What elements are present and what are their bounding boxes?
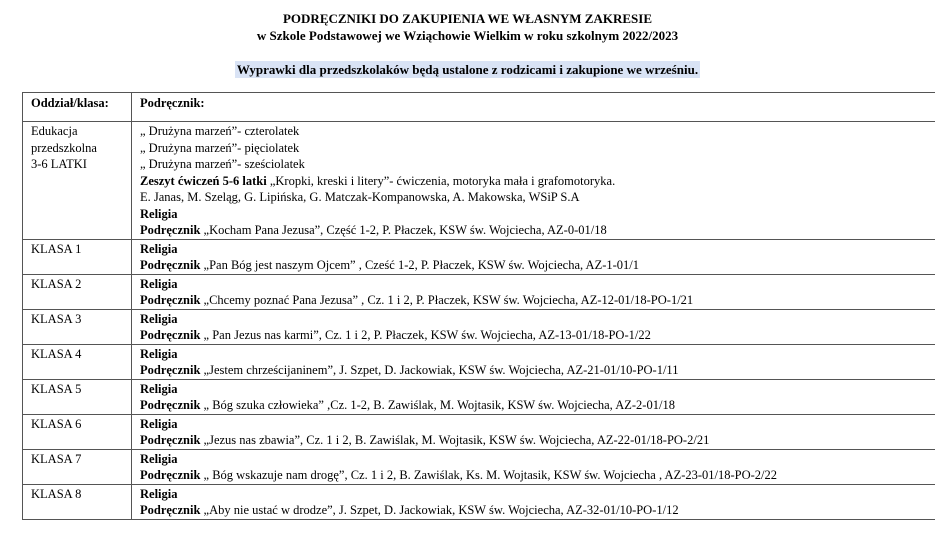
document-subtitle: w Szkole Podstawowej we Wziąchowie Wielkim w roku szkolnym 2022/2023 xyxy=(256,28,679,43)
class-cell-preschool xyxy=(23,122,132,240)
textbook-label: Podręcznik xyxy=(140,433,201,447)
textbook-details: „Pan Bóg jest naszym Ojcem” , Cześć 1-2, P. Płaczek, KSW św. Wojciecha, AZ-1-01/1 xyxy=(200,258,640,272)
subject-label: Religia xyxy=(140,206,178,221)
table-row xyxy=(23,449,935,484)
textbook-cell xyxy=(132,379,935,414)
subject-label: Religia xyxy=(140,346,178,361)
class-cell: KLASA 8 xyxy=(23,484,132,519)
table-row-preschool xyxy=(23,122,935,240)
table-row xyxy=(23,484,935,519)
table-row xyxy=(23,344,935,379)
table-row xyxy=(23,379,935,414)
subject-label: Religia xyxy=(140,276,178,291)
subject-label: Religia xyxy=(140,241,178,256)
textbook-line xyxy=(140,257,927,274)
textbook-label: Podręcznik xyxy=(140,293,201,307)
textbook-label: Podręcznik xyxy=(140,258,201,272)
textbook-line xyxy=(140,222,927,239)
table-header-row xyxy=(23,93,935,122)
preschool-label-line1: Edukacja xyxy=(31,124,78,138)
column-header-class: Oddział/klasa: xyxy=(23,93,132,122)
class-cell: KLASA 5 xyxy=(23,379,132,414)
subject-label: Religia xyxy=(140,311,178,326)
textbook-line xyxy=(140,362,927,379)
textbook-details: „ Pan Jezus nas karmi”, Cz. 1 i 2, P. Płaczek, KSW św. Wojciecha, AZ-13-01/18-PO-1/22 xyxy=(200,328,651,342)
document-title: PODRĘCZNIKI DO ZAKUPIENIA WE WŁASNYM ZAKRESIE xyxy=(282,11,652,26)
class-cell: KLASA 2 xyxy=(23,274,132,309)
textbook-line xyxy=(140,292,927,309)
class-cell: KLASA 3 xyxy=(23,309,132,344)
textbook-details: „Jezus nas zbawia”, Cz. 1 i 2, B. Zawiślak, M. Wojtasik, KSW św. Wojciecha, AZ-22-01/18-PO-2/21 xyxy=(200,433,710,447)
textbook-details: „Jestem chrześcijaninem”, J. Szpet, D. Jackowiak, KSW św. Wojciecha, AZ-21-01/10-PO-1/11 xyxy=(200,363,679,377)
subject-label: Religia xyxy=(140,381,178,396)
book-line-6yo: „ Drużyna marzeń”- sześciolatek xyxy=(140,157,305,171)
textbook-line xyxy=(140,467,927,484)
textbook-cell xyxy=(132,414,935,449)
textbook-details: „Kocham Pana Jezusa”, Część 1-2, P. Płaczek, KSW św. Wojciecha, AZ-0-01/18 xyxy=(200,223,607,237)
preschool-label-line2: przedszkolna xyxy=(31,140,97,155)
textbook-label: Podręcznik xyxy=(140,328,201,342)
table-row xyxy=(23,309,935,344)
textbook-line xyxy=(140,502,927,519)
textbook-cell xyxy=(132,449,935,484)
textbook-label: Podręcznik xyxy=(140,223,201,237)
textbook-details: „Chcemy poznać Pana Jezusa” , Cz. 1 i 2, P. Płaczek, KSW św. Wojciecha, AZ-12-01/18-PO-1/21 xyxy=(200,293,694,307)
workbook-authors: E. Janas, M. Szeląg, G. Lipińska, G. Matczak-Kompanowska, A. Makowska, WSiP S.A xyxy=(140,190,580,204)
textbook-cell xyxy=(132,309,935,344)
textbook-cell xyxy=(132,274,935,309)
textbook-cell xyxy=(132,484,935,519)
class-cell: KLASA 4 xyxy=(23,344,132,379)
textbook-details: „ Bóg szuka człowieka” ,Cz. 1-2, B. Zawiślak, M. Wojtasik, KSW św. Wojciecha, AZ-2-01/18 xyxy=(200,398,675,412)
book-line-5yo: „ Drużyna marzeń”- pięciolatek xyxy=(140,140,300,155)
textbook-cell xyxy=(132,239,935,274)
column-header-textbook: Podręcznik: xyxy=(132,93,935,122)
textbook-details: „ Bóg wskazuje nam drogę”, Cz. 1 i 2, B. Zawiślak, Ks. M. Wojtasik, KSW św. Wojciecha , AZ-23-01/18-PO-2/22 xyxy=(200,468,778,482)
textbook-cell-preschool xyxy=(132,122,935,240)
workbook-label: Zeszyt ćwiczeń 5-6 latki xyxy=(140,173,267,188)
subject-label: Religia xyxy=(140,486,178,501)
textbook-label: Podręcznik xyxy=(140,398,201,412)
textbook-label: Podręcznik xyxy=(140,503,201,517)
subject-label: Religia xyxy=(140,416,178,431)
table-row xyxy=(23,414,935,449)
class-cell: KLASA 7 xyxy=(23,449,132,484)
table-row xyxy=(23,239,935,274)
textbook-line xyxy=(140,432,927,449)
textbook-table xyxy=(22,92,935,520)
highlighted-notice: Wyprawki dla przedszkolaków będą ustalone z rodzicami i zakupione we wrześniu. xyxy=(236,62,699,77)
textbook-label: Podręcznik xyxy=(140,363,201,377)
textbook-line xyxy=(140,397,927,414)
table-row xyxy=(23,274,935,309)
workbook-title: „Kropki, kreski i litery”- ćwiczenia, motoryka mała i grafomotoryka. xyxy=(266,173,616,188)
subject-label: Religia xyxy=(140,451,178,466)
class-cell: KLASA 1 xyxy=(23,239,132,274)
notice-container xyxy=(0,61,935,79)
textbook-label: Podręcznik xyxy=(140,468,201,482)
textbook-cell xyxy=(132,344,935,379)
book-line-4yo: „ Drużyna marzeń”- czterolatek xyxy=(140,124,300,138)
class-cell: KLASA 6 xyxy=(23,414,132,449)
preschool-label-line3: 3-6 LATKI xyxy=(31,157,87,171)
workbook-line xyxy=(140,173,927,190)
textbook-line xyxy=(140,327,927,344)
textbook-details: „Aby nie ustać w drodze”, J. Szpet, D. Jackowiak, KSW św. Wojciecha, AZ-32-01/10-PO-1/12 xyxy=(200,503,679,517)
